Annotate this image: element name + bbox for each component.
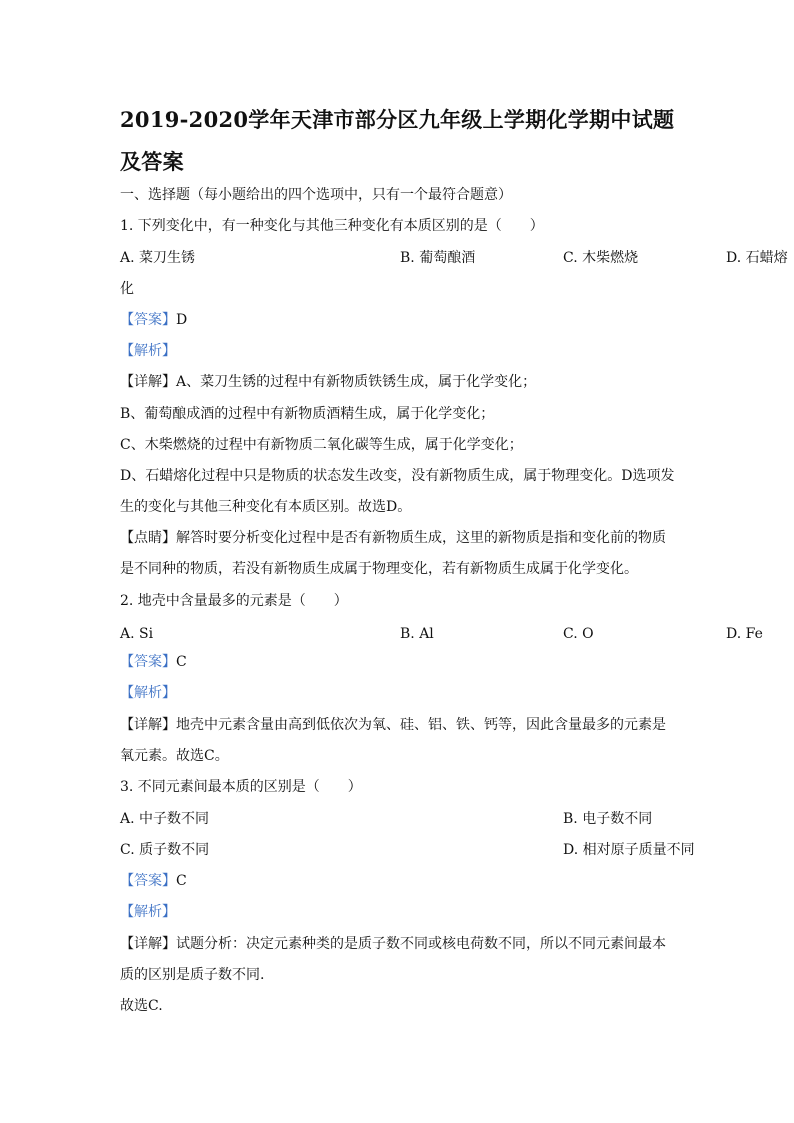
detail-tag: 【详解】 bbox=[120, 936, 176, 952]
q1-detail-text: A、菜刀生锈的过程中有新物质铁锈生成，属于化学变化； bbox=[176, 374, 537, 390]
q3-analysis bbox=[120, 902, 176, 922]
q2-option-c: C. O bbox=[563, 626, 594, 642]
q3-option-c: C. 质子数不同 bbox=[120, 842, 210, 858]
q1-detail-line: D、石蜡熔化过程中只是物质的状态发生改变，没有新物质生成，属于物理变化。D选项发 bbox=[120, 468, 675, 484]
question-3-options-row2 bbox=[120, 840, 695, 860]
q1-option-d: D. 石蜡熔 bbox=[726, 250, 788, 266]
q2-detail-line: 氧元素。故选C。 bbox=[120, 748, 229, 764]
q1-note-line: 是不同种的物质，若没有新物质生成属于物理变化，若有新物质生成属于化学变化。 bbox=[120, 561, 638, 577]
q1-option-a: A. 菜刀生锈 bbox=[120, 250, 196, 266]
q3-answer bbox=[120, 871, 187, 891]
q2-option-b: B. Al bbox=[400, 626, 434, 642]
q3-detail-line: 故选C. bbox=[120, 998, 163, 1014]
q3-option-a: A. 中子数不同 bbox=[120, 811, 210, 827]
detail-tag: 【详解】 bbox=[120, 717, 176, 733]
q1-answer bbox=[120, 310, 187, 330]
q1-note-line bbox=[120, 528, 666, 548]
analysis-tag: 【解析】 bbox=[120, 904, 176, 920]
question-2-stem: 2. 地壳中含量最多的元素是（ ） bbox=[120, 593, 348, 609]
q2-answer bbox=[120, 652, 187, 672]
q1-option-c: C. 木柴燃烧 bbox=[563, 250, 639, 266]
q1-option-b: B. 葡萄酿酒 bbox=[400, 250, 476, 266]
q3-option-b: B. 电子数不同 bbox=[563, 811, 653, 827]
answer-tag: 【答案】 bbox=[120, 312, 176, 328]
q2-option-d: D. Fe bbox=[726, 626, 763, 642]
note-tag: 【点睛】 bbox=[120, 530, 176, 546]
q2-option-a: A. Si bbox=[120, 626, 154, 642]
question-3-stem: 3. 不同元素间最本质的区别是（ ） bbox=[120, 779, 362, 795]
q1-detail-line: B、葡萄酿成酒的过程中有新物质酒精生成，属于化学变化； bbox=[120, 406, 495, 422]
q2-analysis bbox=[120, 683, 176, 703]
answer-tag: 【答案】 bbox=[120, 873, 176, 889]
answer-tag: 【答案】 bbox=[120, 654, 176, 670]
q1-option-wrap: 化 bbox=[120, 281, 134, 297]
analysis-tag: 【解析】 bbox=[120, 343, 176, 359]
q1-answer-value: D bbox=[176, 312, 188, 328]
q2-answer-value: C bbox=[176, 654, 187, 670]
q3-option-d: D. 相对原子质量不同 bbox=[563, 842, 695, 858]
q2-detail-text: 地壳中元素含量由高到低依次为氧、硅、铝、铁、钙等，因此含量最多的元素是 bbox=[176, 717, 666, 733]
q1-note-text: 解答时要分析变化过程中是否有新物质生成，这里的新物质是指和变化前的物质 bbox=[176, 530, 666, 546]
q1-analysis bbox=[120, 341, 176, 361]
detail-tag: 【详解】 bbox=[120, 374, 176, 390]
q1-detail-line: 生的变化与其他三种变化有本质区别。故选D。 bbox=[120, 499, 412, 515]
question-1-stem: 1. 下列变化中，有一种变化与其他三种变化有本质区别的是（ ） bbox=[120, 218, 544, 234]
q3-detail-line bbox=[120, 934, 666, 954]
section-heading: 一、选择题（每小题给出的四个选项中，只有一个最符合题意） bbox=[120, 187, 512, 203]
q1-detail-line: C、木柴燃烧的过程中有新物质二氧化碳等生成，属于化学变化； bbox=[120, 437, 523, 453]
q2-detail-line bbox=[120, 715, 666, 735]
analysis-tag: 【解析】 bbox=[120, 685, 176, 701]
question-2-options bbox=[120, 624, 763, 644]
q1-detail-line bbox=[120, 372, 536, 392]
question-3-options-row1 bbox=[120, 809, 680, 829]
page-title: 2019-2020学年天津市部分区九年级上学期化学期中试题及答案 bbox=[120, 107, 675, 174]
q3-detail-line: 质的区别是质子数不同. bbox=[120, 967, 265, 983]
question-1-options bbox=[120, 248, 788, 268]
q3-detail-text: 试题分析：决定元素种类的是质子数不同或核电荷数不同，所以不同元素间最本 bbox=[176, 936, 666, 952]
q3-answer-value: C bbox=[176, 873, 187, 889]
